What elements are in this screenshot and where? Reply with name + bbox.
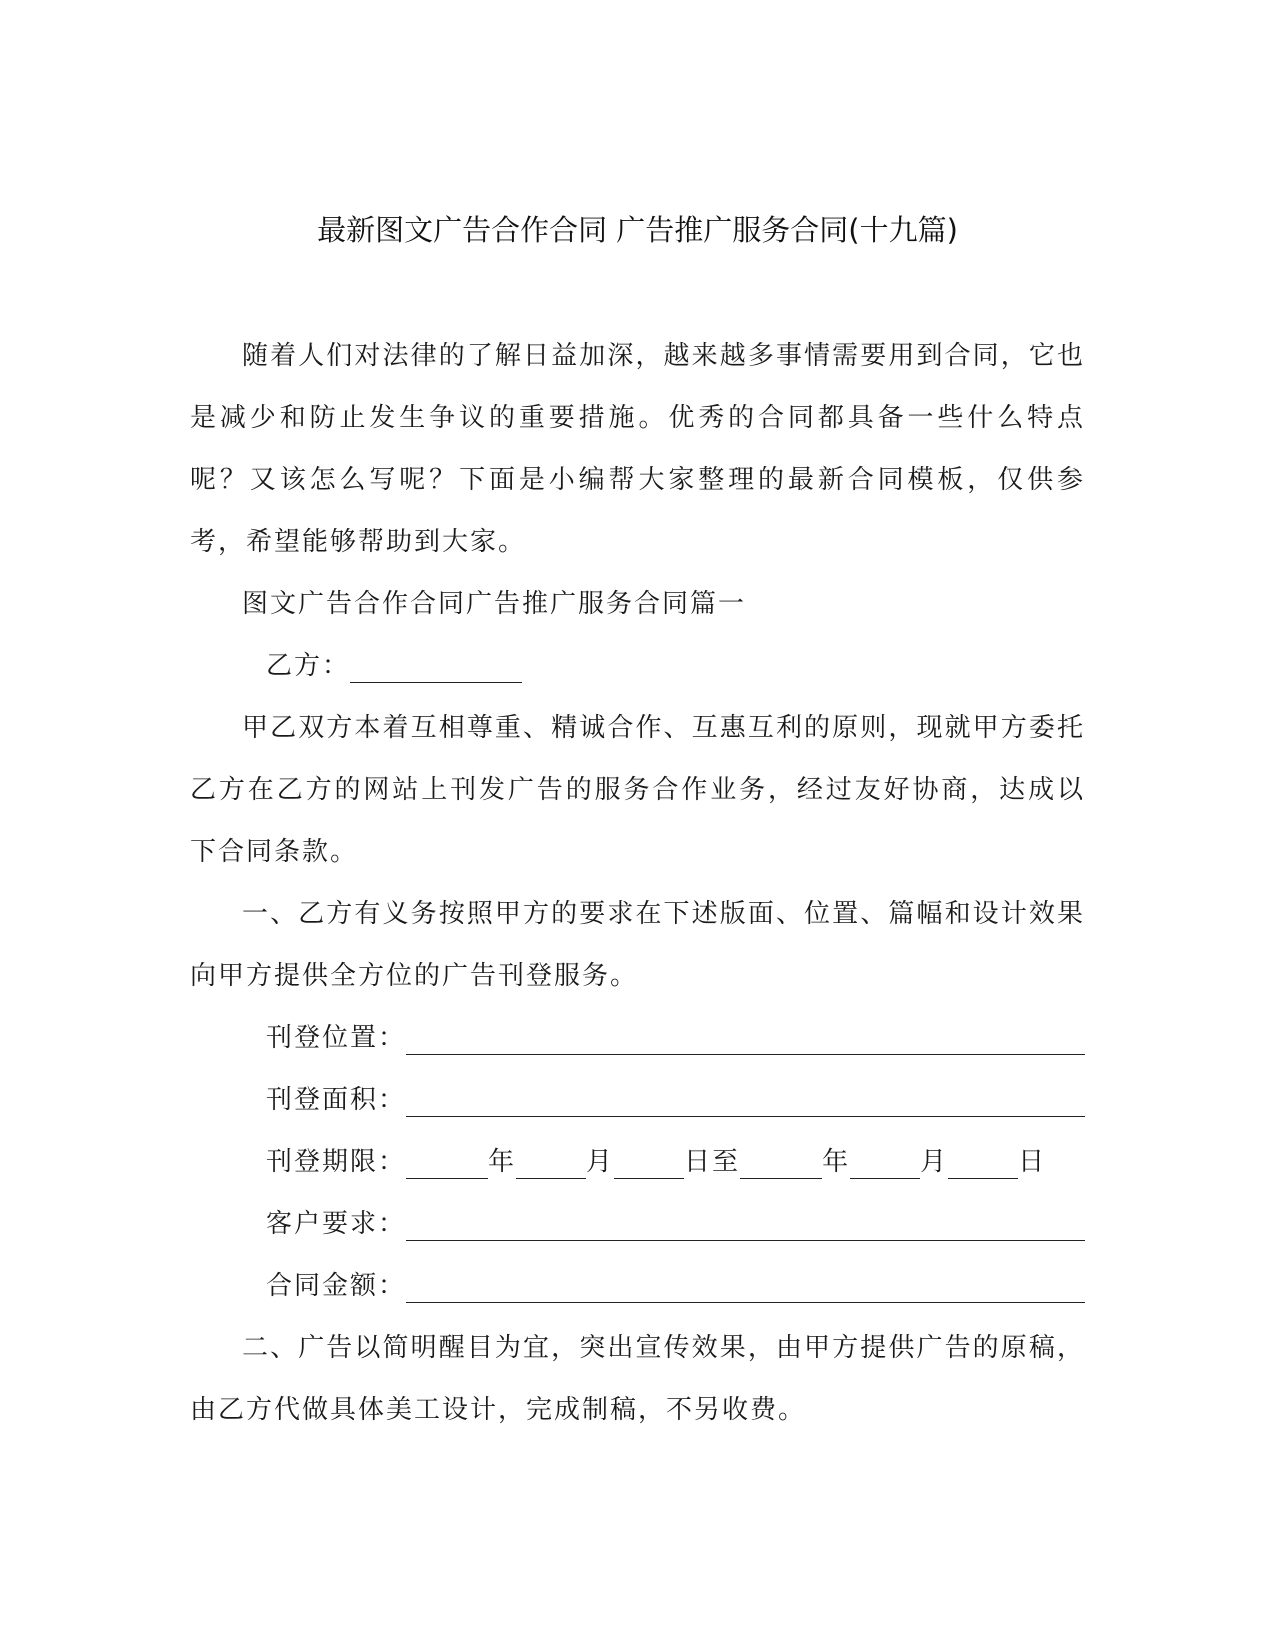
start-day-blank xyxy=(614,1148,684,1179)
end-year-blank xyxy=(740,1148,822,1179)
party-b-blank xyxy=(350,652,522,683)
end-month-blank xyxy=(850,1148,920,1179)
amount-row xyxy=(266,1255,1085,1317)
position-label: 刊登位置： xyxy=(266,1023,407,1053)
document-body xyxy=(190,325,1085,1441)
requirements-blank xyxy=(406,1210,1085,1241)
start-month-unit: 月 xyxy=(586,1147,615,1177)
party-b-row xyxy=(266,635,1085,697)
end-day-unit: 日 xyxy=(1018,1147,1047,1177)
area-row xyxy=(266,1069,1085,1131)
clause-1-paragraph: 一、乙方有义务按照甲方的要求在下述版面、位置、篇幅和设计效果向甲方提供全方位的广告刊登服务。 xyxy=(190,899,1085,991)
preamble-paragraph: 甲乙双方本着互相尊重、精诚合作、互惠互利的原则，现就甲方委托乙方在乙方的网站上刊发广告的服务合作业务，经过友好协商，达成以下合同条款。 xyxy=(190,713,1085,867)
position-blank xyxy=(406,1024,1085,1055)
document-title: 最新图文广告合作合同 广告推广服务合同(十九篇) xyxy=(317,213,958,247)
area-label: 刊登面积： xyxy=(266,1085,407,1115)
start-month-blank xyxy=(516,1148,586,1179)
clause-2-paragraph: 二、广告以简明醒目为宜，突出宣传效果，由甲方提供广告的原稿，由乙方代做具体美工设计，完成制稿，不另收费。 xyxy=(190,1333,1085,1425)
period-row xyxy=(266,1131,1085,1193)
section-heading: 图文广告合作合同广告推广服务合同篇一 xyxy=(242,589,747,619)
end-month-unit: 月 xyxy=(920,1147,949,1177)
amount-blank xyxy=(406,1272,1085,1303)
requirements-row xyxy=(266,1193,1085,1255)
party-b-label: 乙方： xyxy=(266,651,351,681)
requirements-label: 客户要求： xyxy=(266,1209,407,1239)
amount-label: 合同金额： xyxy=(266,1271,407,1301)
end-year-unit: 年 xyxy=(822,1147,851,1177)
start-year-unit: 年 xyxy=(488,1147,517,1177)
start-day-unit: 日至 xyxy=(684,1147,741,1177)
area-blank xyxy=(406,1086,1085,1117)
start-year-blank xyxy=(406,1148,488,1179)
end-day-blank xyxy=(948,1148,1018,1179)
intro-paragraph: 随着人们对法律的了解日益加深，越来越多事情需要用到合同，它也是减少和防止发生争议的重要措施。优秀的合同都具备一些什么特点呢？又该怎么写呢？下面是小编帮大家整理的最新合同模板，仅供参考，希望能够帮助到大家。 xyxy=(190,341,1085,557)
period-label: 刊登期限： xyxy=(266,1147,407,1177)
position-row xyxy=(266,1007,1085,1069)
